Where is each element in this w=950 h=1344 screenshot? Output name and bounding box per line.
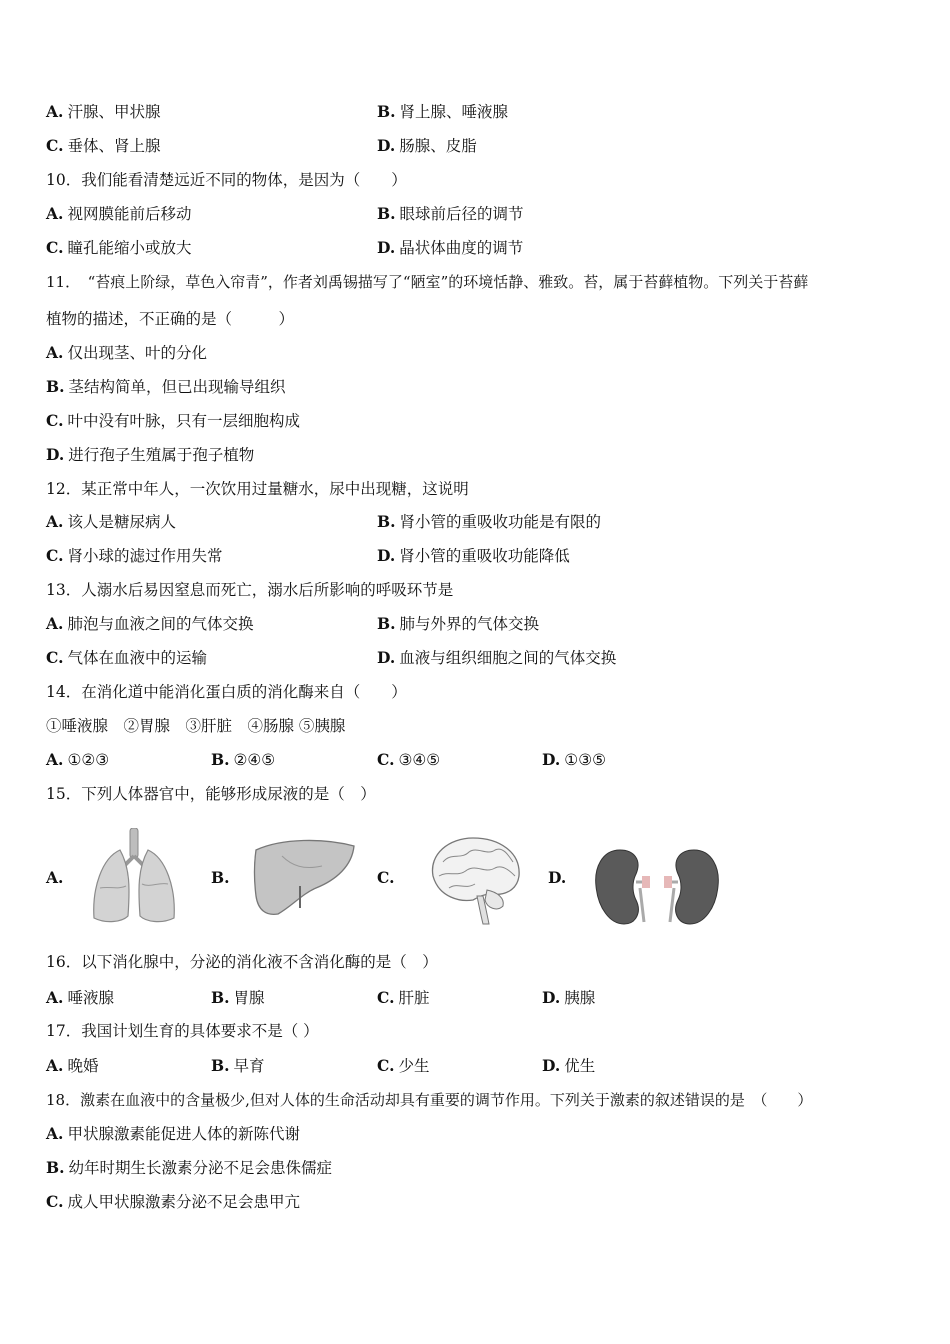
liver-image (252, 836, 358, 920)
q10-option-b[interactable]: B. 眼球前后径的调节 (377, 204, 524, 223)
q11-option-d[interactable]: D. 进行孢子生殖属于孢子植物 (46, 445, 255, 464)
q9-option-b[interactable]: B. 肾上腺、唾液腺 (377, 102, 509, 121)
q11-option-a[interactable]: A. 仅出现茎、叶的分化 (46, 343, 207, 362)
q13-option-b[interactable]: B. 肺与外界的气体交换 (377, 614, 540, 633)
q15-stem: 15．下列人体器官中，能够形成尿液的是（ ） (46, 785, 376, 803)
lungs-image (88, 828, 180, 926)
q17-option-c[interactable]: C. 少生 (377, 1056, 430, 1075)
q14-option-a[interactable]: A. ①②③ (46, 750, 110, 769)
q17-option-b[interactable]: B. 早育 (211, 1056, 265, 1075)
q12-option-a[interactable]: A. 该人是糖尿病人 (46, 512, 176, 531)
q18-option-b[interactable]: B. 幼年时期生长激素分泌不足会患侏儒症 (46, 1158, 333, 1177)
q13-stem: 13．人溺水后易因窒息而死亡，溺水后所影响的呼吸环节是 (46, 581, 454, 599)
q16-option-c[interactable]: C. 肝脏 (377, 988, 430, 1007)
q13-option-a[interactable]: A. 肺泡与血液之间的气体交换 (46, 614, 254, 633)
q16-option-b[interactable]: B. 胃腺 (211, 988, 265, 1007)
q17-option-d[interactable]: D. 优生 (542, 1056, 596, 1075)
q14-option-c[interactable]: C. ③④⑤ (377, 750, 441, 769)
q11-stem-line2: 植物的描述，不正确的是（ ） (46, 310, 295, 328)
q13-option-c[interactable]: C. 气体在血液中的运输 (46, 648, 207, 667)
q12-option-d[interactable]: D. 肾小管的重吸收功能降低 (377, 546, 570, 565)
q10-stem: 10．我们能看清楚远近不同的物体，是因为（ ） (46, 171, 407, 189)
q14-option-d[interactable]: D. ①③⑤ (542, 750, 606, 769)
q11-stem-line1: 11． “苔痕上阶绿，草色入帘青”，作者刘禹锡描写了“陋室”的环境恬静、雅致。苔，属于苔藓植物。下列关于苔藓 (46, 273, 809, 291)
q10-option-d[interactable]: D. 晶状体曲度的调节 (377, 238, 524, 257)
q12-stem: 12．某正常中年人，一次饮用过量糖水，尿中出现糖，这说明 (46, 480, 469, 498)
q14-stem: 14．在消化道中能消化蛋白质的消化酶来自（ ） (46, 683, 407, 701)
q15-option-d[interactable]: D. (548, 868, 567, 887)
q16-option-d[interactable]: D. 胰腺 (542, 988, 596, 1007)
q9-option-c[interactable]: C. 垂体、肾上腺 (46, 136, 161, 155)
q10-option-c[interactable]: C. 瞳孔能缩小或放大 (46, 238, 192, 257)
q14-option-b[interactable]: B. ②④⑤ (211, 750, 276, 769)
q13-option-d[interactable]: D. 血液与组织细胞之间的气体交换 (377, 648, 617, 667)
q9-option-a[interactable]: A. 汗腺、甲状腺 (46, 102, 161, 121)
q18-stem: 18．激素在血液中的含量极少,但对人体的生命活动却具有重要的调节作用。下列关于激素的叙述错误的是 （ ） (46, 1091, 813, 1109)
q12-option-b[interactable]: B. 肾小管的重吸收功能是有限的 (377, 512, 602, 531)
q16-stem: 16．以下消化腺中，分泌的消化液不含消化酶的是（ ） (46, 953, 438, 971)
q17-option-a[interactable]: A. 晚婚 (46, 1056, 99, 1075)
q10-option-a[interactable]: A. 视网膜能前后移动 (46, 204, 192, 223)
q17-stem: 17．我国计划生育的具体要求不是（ ） (46, 1022, 319, 1040)
q15-option-c[interactable]: C. (377, 868, 395, 887)
brain-image (425, 832, 525, 928)
kidneys-image (592, 846, 722, 928)
q11-option-c[interactable]: C. 叶中没有叶脉，只有一层细胞构成 (46, 411, 300, 430)
q14-items: ①唾液腺 ②胃腺 ③肝脏 ④肠腺 ⑤胰腺 (46, 717, 346, 735)
q15-option-b[interactable]: B. (211, 868, 230, 887)
q18-option-a[interactable]: A. 甲状腺激素能促进人体的新陈代谢 (46, 1124, 300, 1143)
q16-option-a[interactable]: A. 唾液腺 (46, 988, 114, 1007)
q12-option-c[interactable]: C. 肾小球的滤过作用失常 (46, 546, 223, 565)
q18-option-c[interactable]: C. 成人甲状腺激素分泌不足会患甲亢 (46, 1192, 300, 1211)
q11-option-b[interactable]: B. 茎结构简单，但已出现输导组织 (46, 377, 286, 396)
q9-option-d[interactable]: D. 肠腺、皮脂 (377, 136, 477, 155)
q15-option-a[interactable]: A. (46, 868, 64, 887)
